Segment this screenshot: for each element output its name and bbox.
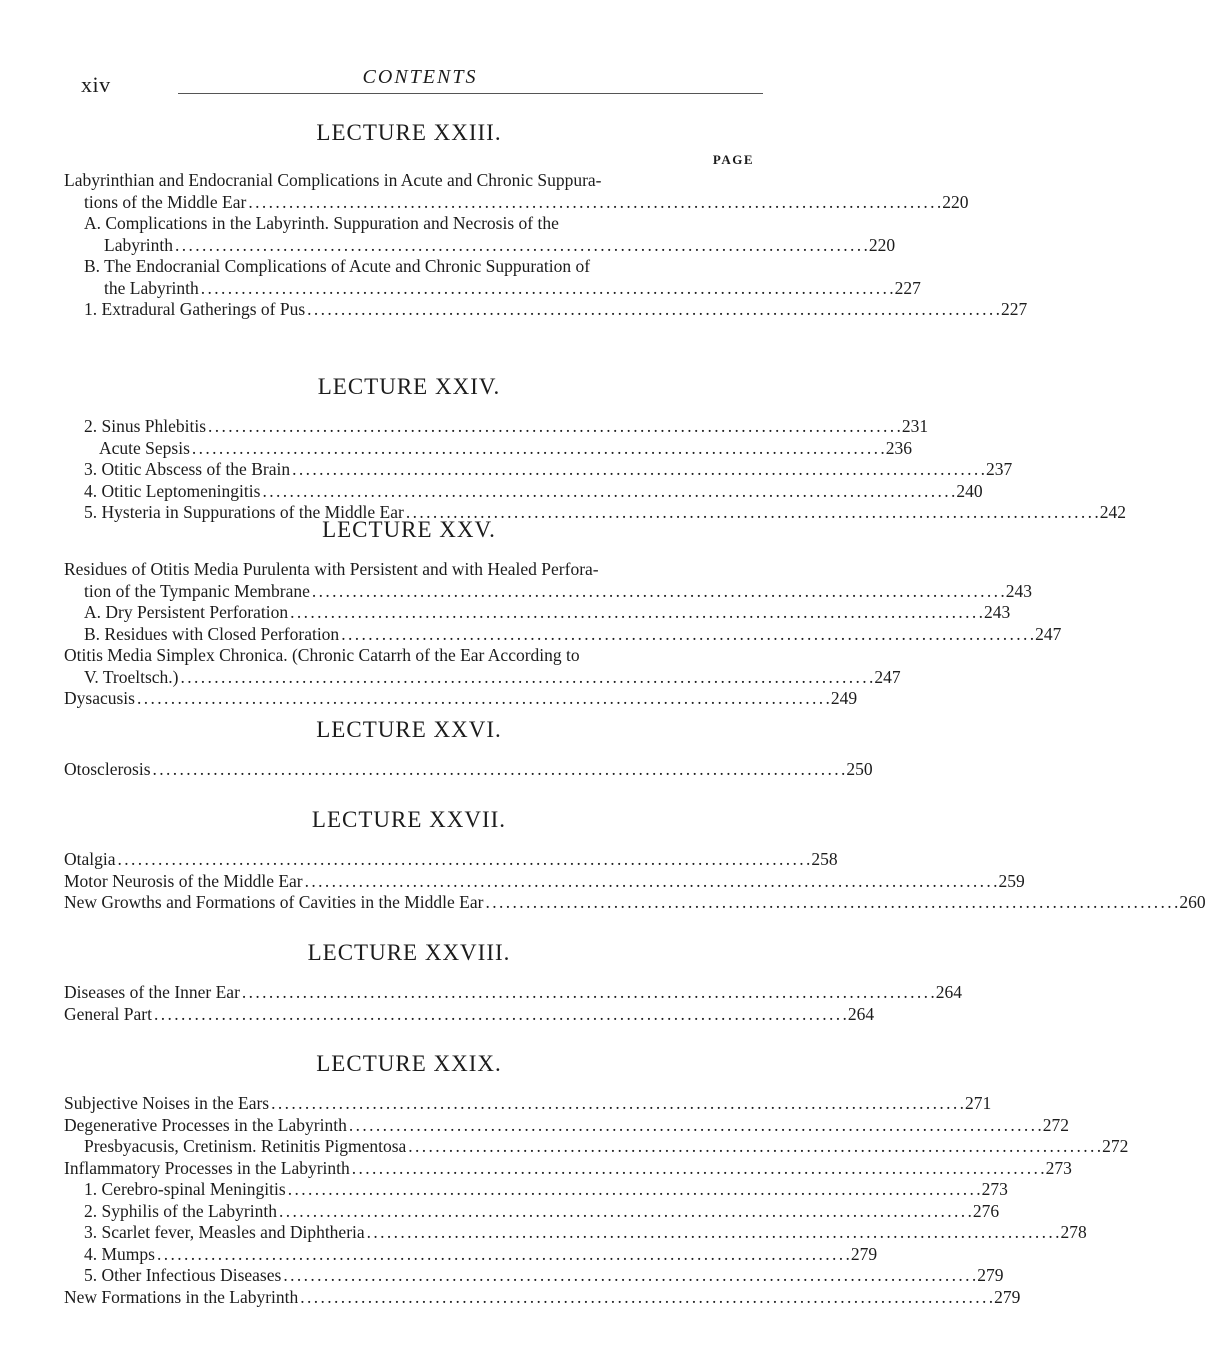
toc-entry — [64, 623, 1062, 646]
entry-title: 4. Mumps — [84, 1243, 155, 1264]
dot-leader — [157, 1244, 849, 1266]
page-number: xiv — [81, 72, 111, 97]
toc-entry — [64, 1286, 1021, 1309]
entry-row — [64, 1114, 1069, 1137]
entry-title: General Part — [64, 1003, 152, 1024]
dot-leader — [292, 459, 984, 481]
entry-title: B. Residues with Closed Perforation — [84, 623, 340, 644]
entry-row — [84, 299, 1028, 321]
toc-entry — [64, 1222, 1087, 1244]
entry-title: Motor Neurosis of the Middle Ear — [64, 870, 303, 891]
entry-title: Diseases of the Inner Ear — [64, 982, 240, 1002]
entry-list — [64, 1093, 1129, 1308]
toc-entry — [64, 1200, 1000, 1223]
dot-leader — [341, 624, 1033, 646]
entry-page-number: 278 — [1060, 1222, 1087, 1242]
toc-entry — [64, 480, 983, 503]
lecture-title: LECTURE XXVII. — [311, 807, 507, 832]
lecture-section — [64, 938, 963, 1025]
entry-page-number: 240 — [956, 480, 983, 501]
entry-title: 5. Hysteria in Suppurations of the Middle Ear — [84, 502, 404, 522]
toc-entry — [64, 849, 838, 871]
entry-title: the Labyrinth — [104, 277, 199, 298]
entry-page-number: 243 — [984, 602, 1011, 622]
entry-title: 2. Syphilis of the Labyrinth — [84, 1200, 277, 1221]
dot-leader — [192, 438, 884, 460]
entry-page-number: 272 — [1102, 1136, 1129, 1156]
entry-row — [84, 1136, 1129, 1158]
entry-title: Acute Sepsis — [99, 437, 190, 458]
toc-entry — [64, 870, 1025, 893]
entry-row — [64, 892, 1206, 914]
entry-page-number: 279 — [994, 1286, 1021, 1307]
entry-page-number: 243 — [1005, 580, 1033, 601]
entry-row — [64, 1157, 1072, 1180]
entry-text-line: A. Complications in the Labyrinth. Suppuration and Necrosis of the — [84, 213, 559, 233]
dot-leader — [175, 235, 867, 257]
dot-leader — [262, 481, 954, 503]
dot-leader — [137, 688, 829, 710]
toc-entry — [64, 1265, 1004, 1287]
entry-list — [64, 416, 1126, 524]
toc-entry — [64, 645, 901, 688]
dot-leader — [154, 1004, 846, 1026]
dot-leader — [485, 892, 1177, 914]
entry-row — [84, 416, 929, 438]
lecture-section — [64, 372, 1126, 524]
entry-title: 4. Otitic Leptomeningitis — [84, 480, 261, 501]
toc-entry — [64, 1136, 1129, 1158]
entry-list — [64, 559, 1062, 710]
header-rule — [178, 93, 763, 94]
entry-row — [99, 437, 913, 460]
entry-title: Subjective Noises in the Ears — [64, 1093, 270, 1113]
running-head-title: CONTENTS — [362, 66, 478, 88]
lecture-title: LECTURE XXVIII. — [307, 940, 511, 965]
entry-row — [64, 982, 963, 1004]
entry-row — [64, 759, 873, 781]
dot-leader — [300, 1287, 992, 1309]
toc-entry — [64, 1093, 992, 1115]
entry-text-line: Otitis Media Simplex Chronica. (Chronic Catarrh of the Ear According to — [64, 645, 580, 665]
dot-leader — [208, 416, 900, 438]
entry-page-number: 264 — [847, 1003, 875, 1024]
entry-page-number: 247 — [874, 666, 901, 687]
entry-row — [84, 602, 1011, 624]
page-column-label: PAGE — [712, 152, 754, 167]
dot-leader — [305, 871, 997, 893]
toc-entry — [64, 416, 929, 438]
entry-title: Degenerative Processes in the Labyrinth — [64, 1114, 347, 1135]
entry-row — [84, 1265, 1004, 1287]
entry-title: Labyrinth — [104, 234, 174, 255]
entry-row — [64, 688, 858, 710]
entry-title: Presbyacusis, Cretinism. Retinitis Pigmentosa — [84, 1136, 407, 1156]
entry-text-line: B. The Endocranial Complications of Acute and Chronic Suppuration of — [84, 256, 591, 276]
entry-title: New Growths and Formations of Cavities in the Middle Ear — [64, 892, 484, 912]
toc-entry — [64, 1157, 1072, 1180]
toc-entry — [64, 437, 913, 460]
entry-title: Otosclerosis — [64, 759, 151, 779]
lecture-title: LECTURE XXIII. — [316, 120, 502, 145]
entry-row — [84, 459, 1013, 481]
lecture-title: LECTURE XXV. — [322, 517, 496, 542]
entry-title: Dysacusis — [64, 688, 135, 708]
toc-entry — [64, 559, 1033, 602]
entry-title: tions of the Middle Ear — [84, 191, 247, 212]
entry-title: Inflammatory Processes in the Labyrinth — [64, 1157, 350, 1178]
dot-leader — [279, 1201, 971, 1223]
lecture-title: LECTURE XXIV. — [317, 374, 501, 399]
entry-row — [64, 191, 969, 214]
dot-leader — [242, 982, 934, 1004]
entry-page-number: 236 — [885, 437, 913, 458]
toc-entry — [64, 170, 969, 213]
entry-page-number: 279 — [977, 1265, 1004, 1285]
toc-entry — [64, 759, 873, 781]
dot-leader — [352, 1158, 1044, 1180]
entry-page-number: 276 — [972, 1200, 1000, 1221]
entry-row — [64, 1286, 1021, 1309]
dot-leader — [288, 1179, 980, 1201]
lecture-section — [64, 715, 873, 781]
dot-leader — [201, 278, 893, 300]
entry-page-number: 260 — [1179, 892, 1206, 912]
entry-row — [84, 234, 896, 257]
entry-page-number: 250 — [846, 759, 873, 779]
entry-row — [84, 623, 1062, 646]
entry-title: 5. Other Infectious Diseases — [84, 1265, 282, 1285]
entry-page-number: 249 — [830, 688, 858, 708]
entry-page-number: 273 — [981, 1179, 1008, 1199]
entry-list — [64, 849, 1206, 914]
toc-entry — [64, 299, 1028, 321]
entry-page-number: 279 — [850, 1243, 878, 1264]
entry-row — [64, 666, 901, 689]
dot-leader — [248, 192, 940, 214]
entry-row — [64, 1003, 875, 1026]
entry-page-number: 227 — [894, 277, 921, 298]
toc-entry — [64, 688, 858, 710]
dot-leader — [283, 1265, 975, 1287]
entry-row — [84, 1179, 1008, 1201]
entry-row — [84, 1243, 878, 1266]
entry-row — [64, 580, 1033, 603]
lecture-section — [64, 515, 1062, 710]
entry-title: 1. Cerebro-spinal Meningitis — [84, 1179, 286, 1199]
entry-row — [64, 870, 1025, 893]
entry-page-number: 259 — [998, 870, 1025, 891]
entry-title: New Formations in the Labyrinth — [64, 1286, 299, 1307]
toc-entry — [64, 892, 1206, 914]
entry-page-number: 220 — [868, 234, 896, 255]
entry-page-number: 237 — [985, 459, 1013, 479]
entry-title: 2. Sinus Phlebitis — [84, 416, 207, 436]
entry-page-number: 273 — [1045, 1157, 1072, 1178]
entry-page-number: 227 — [1001, 299, 1028, 319]
toc-entry — [64, 1114, 1069, 1137]
entry-title: 1. Extradural Gatherings of Pus — [84, 299, 306, 319]
lecture-section — [64, 1049, 1129, 1308]
toc-entry — [64, 602, 1011, 624]
dot-leader — [118, 849, 810, 871]
dot-leader — [367, 1222, 1059, 1244]
entry-title: 3. Otitic Abscess of the Brain — [84, 459, 291, 479]
entry-row — [84, 277, 921, 300]
lecture-section — [64, 805, 1206, 914]
entry-title: 3. Scarlet fever, Measles and Diphtheria — [84, 1222, 365, 1242]
entry-title: tion of the Tympanic Membrane — [84, 580, 310, 601]
dot-leader — [290, 602, 982, 624]
entry-list — [64, 170, 1028, 321]
entry-page-number: 247 — [1035, 623, 1062, 644]
toc-entry — [64, 982, 963, 1004]
entry-title: V. Troeltsch.) — [84, 666, 179, 687]
dot-leader — [307, 299, 999, 321]
toc-entry — [64, 1179, 1008, 1201]
dot-leader — [312, 581, 1004, 603]
toc-entry — [64, 1243, 878, 1266]
dot-leader — [271, 1093, 963, 1115]
dot-leader — [349, 1115, 1041, 1137]
entry-page-number: 242 — [1099, 502, 1126, 522]
entry-list — [64, 982, 963, 1025]
entry-page-number: 272 — [1042, 1114, 1069, 1135]
dot-leader — [153, 759, 845, 781]
entry-page-number: 271 — [964, 1093, 992, 1113]
dot-leader — [408, 1136, 1100, 1158]
toc-entry — [64, 1003, 875, 1026]
entry-title: A. Dry Persistent Perforation — [84, 602, 289, 622]
running-header — [75, 62, 765, 97]
dot-leader — [181, 667, 873, 689]
lecture-section — [64, 118, 1028, 321]
entry-row — [64, 1093, 992, 1115]
entry-row — [64, 849, 838, 871]
entry-row — [84, 480, 983, 503]
entry-list — [64, 759, 873, 781]
entry-text-line: Labyrinthian and Endocranial Complications in Acute and Chronic Suppura- — [64, 170, 602, 190]
toc-entry — [64, 256, 921, 299]
entry-title: Otalgia — [64, 849, 116, 869]
entry-page-number: 258 — [811, 849, 838, 869]
toc-entry — [64, 213, 896, 256]
entry-row — [84, 1200, 1000, 1223]
toc-entry — [64, 459, 1013, 481]
lecture-title: LECTURE XXIX. — [316, 1051, 502, 1076]
lecture-title: LECTURE XXVI. — [316, 717, 502, 742]
entry-row — [84, 1222, 1087, 1244]
entry-text-line: Residues of Otitis Media Purulenta with Persistent and with Healed Perfora- — [64, 559, 599, 579]
entry-page-number: 220 — [942, 191, 969, 212]
entry-page-number: 231 — [901, 416, 929, 436]
entry-page-number: 264 — [935, 982, 963, 1002]
